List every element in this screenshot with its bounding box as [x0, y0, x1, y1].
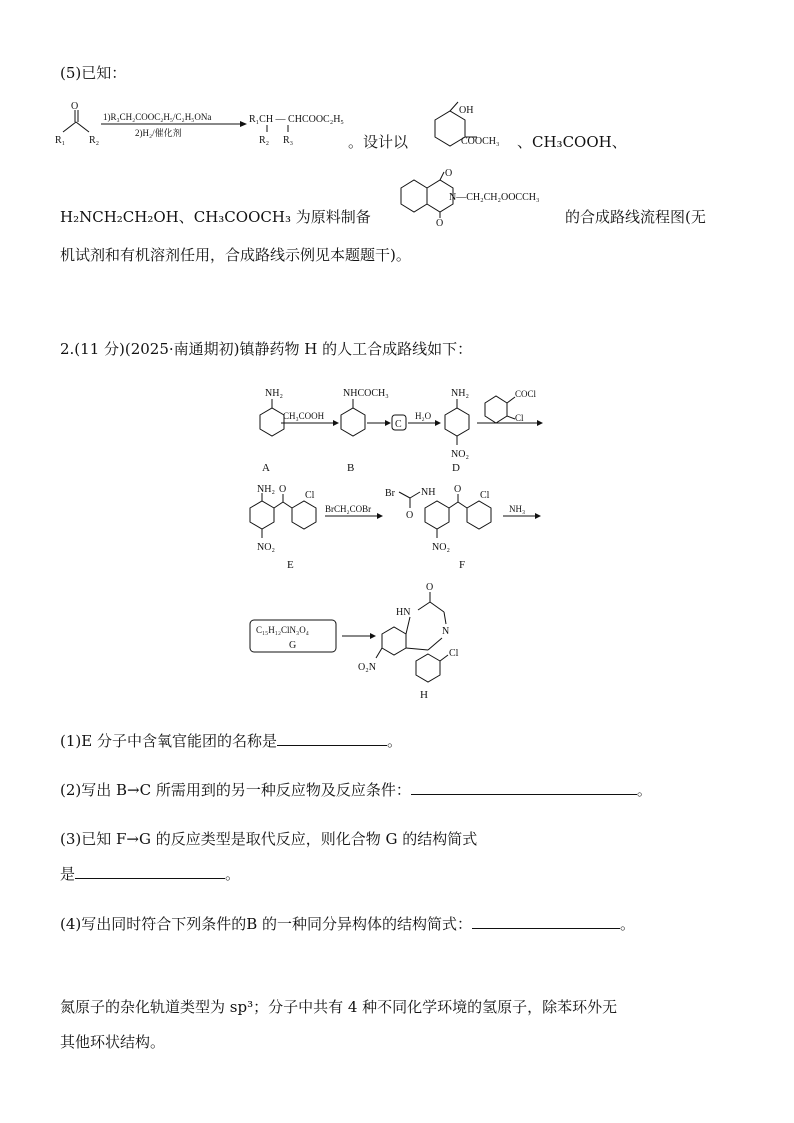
label-d: D — [452, 462, 460, 474]
synthesis-row-1 — [245, 383, 565, 483]
e-nh2: NH₂ — [257, 484, 275, 495]
h-n: N — [442, 626, 450, 637]
condition-line-2: 其他环状结构。 — [60, 1033, 166, 1051]
d-nh2: NH₂ — [451, 388, 469, 399]
cocl-label: COCl — [515, 389, 537, 399]
h-o: O — [426, 582, 434, 593]
label-c: C — [395, 419, 402, 430]
h-o2n: O₂N — [358, 662, 376, 673]
compound-b — [341, 388, 389, 474]
reagent-list-1: 、CH₃COOH、 — [517, 133, 627, 151]
imide-o-top: O — [445, 168, 453, 179]
f-o-amide: O — [406, 510, 414, 521]
reagent-ch3cooh: CH₃COOH — [283, 411, 325, 421]
q1-end: 。 — [386, 732, 402, 750]
q2-end: 。 — [636, 781, 652, 799]
imide-o-bottom: O — [436, 218, 444, 229]
reagent-nh3: NH₃ — [509, 504, 526, 514]
reagent-brch2cobr: BrCH₂COBr — [325, 504, 372, 514]
question-3-line1: (3)已知 F→G 的反应类型是取代反应，则化合物 G 的结构简式 — [60, 830, 478, 848]
synthesis-row-2 — [245, 482, 565, 582]
ketone-o: O — [71, 101, 79, 112]
ketone-r1: R₁ — [55, 135, 66, 146]
q3-answer-blank[interactable] — [75, 864, 225, 879]
q4-answer-blank[interactable] — [472, 914, 620, 929]
known-reaction-scheme — [55, 100, 375, 160]
a-nh2: NH₂ — [265, 388, 283, 399]
h-hn: HN — [396, 607, 411, 618]
reagent-h2o: H₂O — [415, 411, 432, 421]
q4-end: 。 — [620, 915, 636, 933]
f-nh: NH — [421, 487, 436, 498]
q1-answer-blank[interactable] — [277, 731, 387, 746]
question-1 — [60, 730, 402, 752]
question-4 — [60, 913, 635, 935]
imide-n-chain: N—CH₂CH₂OOCCH₃ — [449, 192, 540, 203]
f-no2: NO₂ — [432, 542, 450, 553]
compound-d — [445, 388, 469, 474]
condition-line-1: 氮原子的杂化轨道类型为 sp³；分子中共有 4 种不同化学环境的氢原子，除苯环外无 — [60, 998, 618, 1016]
p5-label: (5)已知： — [60, 64, 127, 82]
q3-text: 是 — [60, 865, 76, 883]
label-f: F — [459, 559, 466, 571]
ketone-structure — [55, 101, 99, 146]
f-br: Br — [385, 488, 395, 499]
line3: 机试剂和有机溶剂任用，合成路线示例见本题题干)。 — [60, 246, 411, 264]
g-formula: C₁₅H₁₂ClN₃O₄ — [256, 625, 309, 635]
f-o-ketone: O — [454, 484, 462, 495]
oh-label: OH — [459, 105, 474, 116]
compound-h — [358, 582, 459, 701]
e-no2: NO₂ — [257, 542, 275, 553]
compound-a — [260, 388, 284, 474]
reagent-list-2: H₂NCH₂CH₂OH、CH₃COOCH₃ 为原料制备 — [60, 208, 371, 226]
product-r2: R₂ — [259, 135, 270, 146]
q2-answer-blank[interactable] — [411, 780, 637, 795]
e-o: O — [279, 484, 287, 495]
compound-f — [385, 484, 491, 571]
product-formula: R₁CH — CHCOOC₂H₅ — [249, 114, 344, 125]
q2-text: (2)写出 B→C 所需用到的另一种反应物及反应条件： — [60, 781, 411, 799]
g-label: G — [289, 640, 297, 651]
reagent-1: 1)R₃CH₂COOC₂H₅/C₂H₅ONa — [103, 112, 212, 122]
reagent-2: 2)H₂/催化剂 — [135, 128, 182, 138]
chlorobenzoyl-chloride — [485, 389, 537, 423]
cl-label: Cl — [515, 413, 524, 423]
h-cl: Cl — [449, 648, 459, 659]
q1-text: (1)E 分子中含氧官能团的名称是 — [60, 732, 277, 750]
line2-end: 的合成路线流程图(无 — [565, 208, 706, 226]
target-bicyclic-imide — [396, 168, 566, 228]
ketone-r2: R₂ — [89, 135, 100, 146]
e-cl: Cl — [305, 490, 315, 501]
compound-e — [250, 484, 316, 571]
q2-heading: 2.(11 分)(2025·南通期初)镇静药物 H 的人工合成路线如下： — [60, 340, 473, 358]
question-3-line2 — [60, 863, 240, 885]
q3-end: 。 — [225, 865, 241, 883]
cooch3-label: COOCH₃ — [461, 136, 500, 147]
f-cl: Cl — [480, 490, 490, 501]
label-b: B — [347, 462, 355, 474]
question-2 — [60, 779, 652, 801]
product-r3: R₃ — [283, 135, 294, 146]
label-h: H — [420, 689, 428, 701]
synthesis-row-3 — [250, 582, 510, 707]
design-prefix: 。设计以 — [348, 133, 409, 151]
d-no2: NO₂ — [451, 449, 469, 460]
label-a: A — [262, 462, 270, 474]
q4-text: (4)写出同时符合下列条件的B 的一种同分异构体的结构简式： — [60, 915, 473, 933]
b-nhcoch3: NHCOCH₃ — [343, 388, 389, 399]
label-e: E — [287, 559, 294, 571]
